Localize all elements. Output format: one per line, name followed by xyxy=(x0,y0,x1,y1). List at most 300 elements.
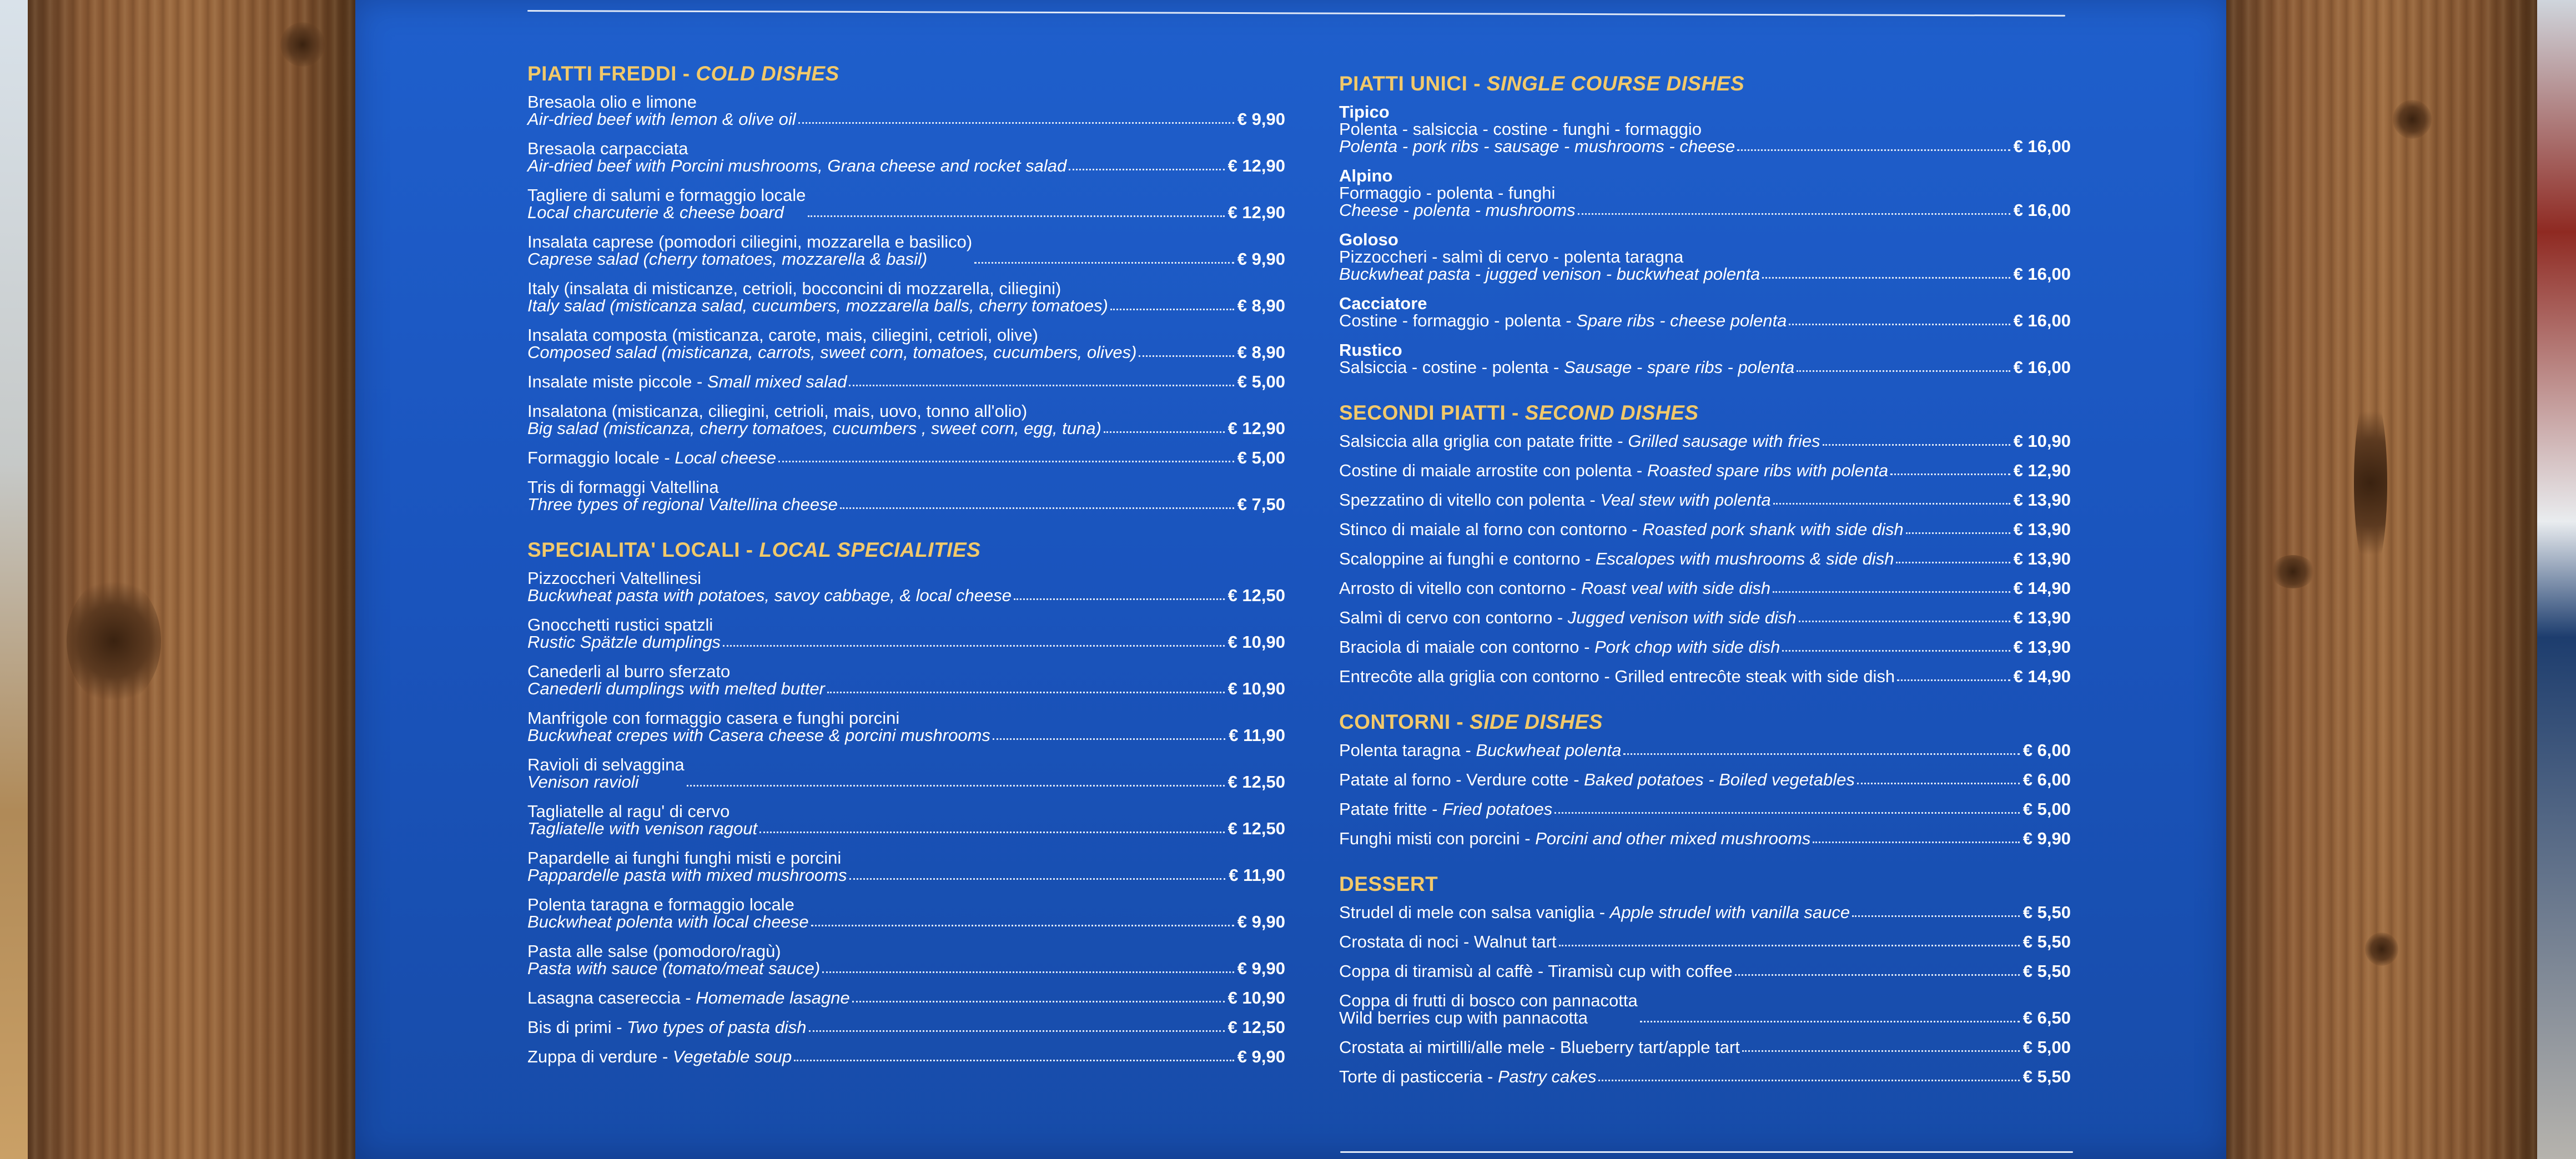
dish-name-it: Crostata di noci - Walnut tart xyxy=(1339,932,1557,951)
dish-name-en: Tagliatelle with venison ragout xyxy=(527,819,758,838)
dish-name-en: Veal stew with polenta xyxy=(1600,490,1771,510)
dotted-leader xyxy=(1139,355,1234,357)
menu-item xyxy=(1339,341,2071,376)
dish-price: € 12,90 xyxy=(1227,203,1285,222)
dish-name-en: Cheese - polenta - mushrooms xyxy=(1339,200,1576,220)
menu-item xyxy=(527,709,1285,744)
menu-item-text xyxy=(527,849,847,884)
menu-section xyxy=(527,62,1285,513)
menu-item xyxy=(1339,668,2071,685)
menu-item-text xyxy=(527,373,847,390)
wood-knot xyxy=(2354,389,2387,577)
dish-name-it: Ravioli di selvaggina xyxy=(527,755,685,774)
dotted-leader xyxy=(794,1060,1234,1061)
dotted-leader xyxy=(759,832,1224,833)
menu-item-text xyxy=(527,1048,792,1065)
menu-item-text xyxy=(1339,103,1735,155)
dotted-leader xyxy=(849,385,1234,386)
dish-price: € 9,90 xyxy=(1237,959,1285,978)
dish-price: € 5,50 xyxy=(2022,932,2071,951)
menu-item xyxy=(527,1019,1285,1036)
dish-name-en: Baked potatoes - Boiled vegetables xyxy=(1584,770,1855,789)
dish-line xyxy=(1339,359,1794,376)
dish-price: € 9,90 xyxy=(1237,109,1285,129)
dish-name-en: Pastry cakes xyxy=(1498,1067,1597,1086)
menu-item-text xyxy=(527,1019,807,1036)
dish-name-it: Insalata caprese (pomodori ciliegini, mozzarella e basilico) xyxy=(527,232,973,251)
dotted-leader xyxy=(1554,812,2020,814)
dish-line xyxy=(1339,1039,1740,1056)
dotted-leader xyxy=(809,1030,1225,1032)
dish-name: Rustico xyxy=(1339,340,1402,360)
section-title-it: CONTORNI xyxy=(1339,710,1451,733)
menu-item xyxy=(1339,295,2071,329)
dish-name-it: Salmì di cervo con contorno - xyxy=(1339,608,1568,627)
dish-price: € 16,00 xyxy=(2013,311,2071,330)
dish-name-it: Patate al forno - Verdure cotte - xyxy=(1339,770,1584,789)
menu-item-text xyxy=(527,449,776,466)
dish-line xyxy=(527,420,1101,437)
section-title-en: LOCAL SPECIALITIES xyxy=(759,538,981,561)
dish-name-it: Arrosto di vitello con contorno - xyxy=(1339,578,1581,598)
dish-line xyxy=(527,587,1012,604)
dish-price: € 13,90 xyxy=(2013,490,2071,510)
dish-name-it: Salsiccia alla griglia con patate fritte - xyxy=(1339,431,1628,451)
dish-price: € 16,00 xyxy=(2013,264,2071,284)
dotted-leader xyxy=(1762,277,2010,279)
dish-price: € 13,90 xyxy=(2013,549,2071,568)
dotted-leader xyxy=(1104,431,1225,433)
menu-item-text xyxy=(527,756,685,790)
dish-name-it: Braciola di maiale con contorno - xyxy=(1339,637,1595,657)
menu-item-text xyxy=(1339,992,1638,1026)
wooden-post-left xyxy=(28,0,355,1159)
menu-item xyxy=(527,849,1285,884)
menu-item-text xyxy=(1339,295,1787,329)
menu-item xyxy=(1339,800,2071,818)
menu-section xyxy=(1339,72,2071,376)
dish-name-it: Manfrigole con formaggio casera e funghi porcini xyxy=(527,708,900,728)
dotted-leader xyxy=(811,925,1234,926)
menu-item-text xyxy=(527,326,1136,361)
dotted-leader xyxy=(1737,149,2010,151)
menu-item-text xyxy=(1339,771,1855,788)
dotted-leader xyxy=(852,1001,1225,1002)
dish-line xyxy=(1339,1009,1638,1026)
dish-line xyxy=(1339,432,1820,450)
dish-name-en: Jugged venison with side dish xyxy=(1567,608,1797,627)
menu-item-text xyxy=(1339,167,1576,219)
dish-line xyxy=(527,373,847,390)
dish-name: Tipico xyxy=(1339,102,1390,122)
menu-item-text xyxy=(1339,580,1770,597)
menu-item xyxy=(1339,1068,2071,1085)
menu-item xyxy=(1339,1039,2071,1056)
dish-name-it: Patate fritte - xyxy=(1339,799,1443,819)
section-title-en: SINGLE COURSE DISHES xyxy=(1486,72,1745,95)
dish-price: € 6,50 xyxy=(2022,1008,2071,1027)
dish-name-it: Formaggio locale - xyxy=(527,448,675,467)
dotted-leader xyxy=(1578,213,2010,215)
dotted-leader xyxy=(993,738,1225,740)
dish-price: € 12,50 xyxy=(1227,1017,1285,1037)
dish-name-en: Rustic Spätzle dumplings xyxy=(527,632,721,652)
section-title: PIATTI FREDDI - COLD DISHES xyxy=(527,62,839,85)
dish-price: € 5,00 xyxy=(1237,448,1285,467)
dish-price: € 14,90 xyxy=(2013,578,2071,598)
dish-name-it: Polenta taragna e formaggio locale xyxy=(527,895,794,914)
dish-name: Alpino xyxy=(1339,166,1393,185)
menu-item xyxy=(1339,462,2071,479)
menu-item xyxy=(1339,963,2071,980)
menu-item-text xyxy=(1339,963,1733,980)
dish-price: € 5,50 xyxy=(2022,961,2071,981)
wooden-post-right xyxy=(2226,0,2537,1159)
menu-item xyxy=(527,449,1285,466)
dish-name-it: Zuppa di verdure - xyxy=(527,1047,673,1066)
section-title-en: SECOND DISHES xyxy=(1525,401,1699,424)
menu-item-text xyxy=(1339,1068,1596,1085)
menu-item xyxy=(527,326,1285,361)
dish-name-it: Insalate miste piccole - xyxy=(527,372,707,391)
dish-price: € 8,90 xyxy=(1237,342,1285,362)
dish-line xyxy=(527,820,757,837)
dish-name-en: Spare ribs - cheese polenta xyxy=(1576,311,1787,330)
dish-price: € 7,50 xyxy=(1237,495,1285,514)
dish-name-en: Local cheese xyxy=(675,448,777,467)
section-title xyxy=(1339,873,2071,896)
section-title-it: SPECIALITA' LOCALI xyxy=(527,538,740,561)
dish-name-it: Scaloppine ai funghi e contorno - xyxy=(1339,549,1596,568)
dish-price: € 12,90 xyxy=(1227,419,1285,438)
menu-item xyxy=(527,93,1285,128)
dish-name-it: Spezzatino di vitello con polenta - xyxy=(1339,490,1601,510)
dish-name-en: Fried potatoes xyxy=(1442,799,1553,819)
dotted-leader xyxy=(1598,1080,2019,1081)
dotted-leader xyxy=(1742,1050,2020,1052)
menu-item xyxy=(527,803,1285,837)
dish-name-en: Roasted pork shank with side dish xyxy=(1642,520,1904,539)
dish-name-en: Escalopes with mushrooms & side dish xyxy=(1595,549,1894,568)
menu-item-text xyxy=(1339,432,1820,450)
menu-section xyxy=(1339,873,2071,1085)
dish-line xyxy=(1339,609,1797,626)
dish-price: € 6,00 xyxy=(2022,770,2071,789)
menu-item-text xyxy=(1339,550,1894,567)
dotted-leader xyxy=(974,262,1234,264)
dish-name-it: Pizzoccheri - salmì di cervo - polenta taragna xyxy=(1339,247,1684,266)
dish-price: € 9,90 xyxy=(1237,912,1285,931)
menu-item-text xyxy=(1339,638,1780,656)
menu-item-text xyxy=(1339,231,1760,283)
menu-item xyxy=(1339,491,2071,508)
dotted-leader xyxy=(822,971,1234,973)
dotted-leader xyxy=(1896,562,2010,563)
dish-name: Cacciatore xyxy=(1339,294,1427,313)
dish-name-en: Air-dried beef with lemon & olive oil xyxy=(527,109,796,129)
menu-item xyxy=(1339,550,2071,567)
section-title: SECONDI PIATTI - SECOND DISHES xyxy=(1339,401,1699,424)
section-title-it: PIATTI FREDDI xyxy=(527,62,677,85)
dish-price: € 10,90 xyxy=(1227,679,1285,698)
dotted-leader xyxy=(1857,783,2020,784)
menu-item-text xyxy=(527,233,972,268)
dotted-leader xyxy=(1773,503,2010,505)
menu-column-left xyxy=(527,62,1285,1091)
menu-item xyxy=(527,570,1285,604)
menu-item-text xyxy=(527,709,990,744)
dish-name-it: Salsiccia - costine - polenta - xyxy=(1339,357,1564,377)
dish-price: € 5,00 xyxy=(2022,1037,2071,1057)
dish-price: € 14,90 xyxy=(2013,667,2071,686)
dish-name-it: Tagliatelle al ragu' di cervo xyxy=(527,802,730,821)
wood-knot xyxy=(280,22,325,67)
dish-name-it: Costine - formaggio - polenta - xyxy=(1339,311,1577,330)
dish-name-en: Sausage - spare ribs - polenta xyxy=(1563,357,1795,377)
dish-price: € 8,90 xyxy=(1237,296,1285,315)
dish-name-it: Funghi misti con porcini - xyxy=(1339,829,1536,848)
section-title-en: COLD DISHES xyxy=(696,62,839,85)
dish-name-it: Strudel di mele con salsa vaniglia - xyxy=(1339,903,1610,922)
menu-item xyxy=(527,280,1285,314)
dish-line xyxy=(527,913,809,930)
menu-section xyxy=(1339,710,2071,847)
dish-price: € 9,90 xyxy=(1237,1047,1285,1066)
dish-name-en: Roast veal with side dish xyxy=(1581,578,1771,598)
dotted-leader xyxy=(827,692,1225,693)
menu-item xyxy=(527,478,1285,513)
dish-line xyxy=(527,633,721,651)
dish-name-it: Insalatona (misticanza, ciliegini, cetrioli, mais, uovo, tonno all'olio) xyxy=(527,401,1028,421)
dish-line xyxy=(1339,312,1787,329)
dotted-leader xyxy=(1797,370,2010,372)
dish-price: € 13,90 xyxy=(2013,637,2071,657)
section-title: SPECIALITA' LOCALI - LOCAL SPECIALITIES xyxy=(527,538,981,561)
dotted-leader xyxy=(1782,650,2010,652)
dish-line xyxy=(1339,904,1850,921)
menu-item-text xyxy=(527,93,796,128)
dish-name-it: Coppa di frutti di bosco con pannacotta xyxy=(1339,991,1638,1010)
dish-price: € 16,00 xyxy=(2013,137,2071,156)
dish-line xyxy=(527,344,1136,361)
menu-item-text xyxy=(527,616,721,651)
menu-item xyxy=(1339,231,2071,283)
dish-line xyxy=(527,773,685,790)
menu-item xyxy=(527,402,1285,437)
menu-item xyxy=(1339,521,2071,538)
menu-item-text xyxy=(527,478,838,513)
dish-price: € 16,00 xyxy=(2013,357,2071,377)
dotted-leader xyxy=(687,785,1225,787)
dish-line xyxy=(1339,668,1895,685)
section-title-en: SIDE DISHES xyxy=(1470,710,1603,733)
dish-name-en: Composed salad (misticanza, carrots, sweet corn, tomatoes, cucumbers, olives) xyxy=(527,342,1137,362)
dish-line xyxy=(527,866,847,884)
section-title-it: DESSERT xyxy=(1339,873,1438,895)
menu-item-text xyxy=(527,989,850,1006)
menu-item xyxy=(527,663,1285,697)
dish-line xyxy=(527,727,990,744)
menu-item-text xyxy=(527,402,1101,437)
dish-price: € 12,50 xyxy=(1227,772,1285,792)
dish-name-it: Tris di formaggi Valtellina xyxy=(527,477,719,497)
dish-price: € 5,00 xyxy=(2022,799,2071,819)
dish-name-en: Local charcuterie & cheese board xyxy=(527,203,784,222)
dotted-leader xyxy=(778,461,1234,462)
dish-price: € 6,00 xyxy=(2022,740,2071,760)
menu-item xyxy=(527,1048,1285,1065)
menu-item-text xyxy=(1339,521,1904,538)
dish-price: € 12,50 xyxy=(1227,819,1285,838)
dotted-leader xyxy=(1823,444,2010,446)
dish-name-it: Crostata ai mirtilli/alle mele - Blueberry tart/apple tart xyxy=(1339,1037,1740,1057)
dish-price: € 10,90 xyxy=(1227,632,1285,652)
menu-section xyxy=(1339,401,2071,685)
dish-name-en: Buckwheat polenta with local cheese xyxy=(527,912,809,931)
dish-name-en: Buckwheat polenta xyxy=(1476,740,1622,760)
dish-line xyxy=(1339,771,1855,788)
dish-line xyxy=(1339,638,1780,656)
menu-item xyxy=(527,896,1285,930)
dish-line xyxy=(1339,830,1810,847)
dish-name-en: Polenta - pork ribs - sausage - mushrooms - cheese xyxy=(1339,137,1735,156)
wood-knot xyxy=(67,577,161,705)
menu-item xyxy=(1339,580,2071,597)
dotted-leader xyxy=(849,878,1226,880)
dish-line xyxy=(527,960,820,977)
menu-item-text xyxy=(527,943,820,977)
menu-item-text xyxy=(1339,904,1850,921)
dish-line xyxy=(527,1048,792,1065)
dish-line xyxy=(527,449,776,466)
menu-item-text xyxy=(1339,341,1794,376)
dish-line xyxy=(1339,138,1735,155)
dish-line xyxy=(1339,550,1894,567)
bottom-divider xyxy=(1340,1151,2073,1153)
dish-name-it: Wild berries cup with pannacotta xyxy=(1339,1008,1588,1027)
dish-name-en: Italy salad (misticanza salad, cucumbers, mozzarella balls, cherry tomatoes) xyxy=(527,296,1108,315)
dish-price: € 12,90 xyxy=(1227,156,1285,175)
dish-line xyxy=(527,496,838,513)
dish-line xyxy=(527,1019,807,1036)
dish-name-en: Buckwheat crepes with Casera cheese & porcini mushrooms xyxy=(527,725,990,745)
menu-item xyxy=(1339,432,2071,450)
menu-item-text xyxy=(1339,800,1552,818)
dish-name-en: Pork chop with side dish xyxy=(1594,637,1780,657)
menu-item-text xyxy=(1339,742,1621,759)
dotted-leader xyxy=(1897,679,2010,681)
dish-name-it: Italy (insalata di misticanze, cetrioli, bocconcini di mozzarella, ciliegini) xyxy=(527,279,1061,298)
dish-line xyxy=(1339,462,1888,479)
menu-item xyxy=(1339,638,2071,656)
dish-price: € 13,90 xyxy=(2013,520,2071,539)
dish-line xyxy=(1339,521,1904,538)
dish-price: € 11,90 xyxy=(1229,865,1285,885)
dish-name-it: Papardelle ai funghi funghi misti e porcini xyxy=(527,848,842,868)
menu-item xyxy=(1339,609,2071,626)
dish-name-en: Roasted spare ribs with polenta xyxy=(1647,461,1889,480)
dish-line xyxy=(1339,265,1760,283)
dish-name-it: Costine di maiale arrostite con polenta - xyxy=(1339,461,1647,480)
dish-name-en: Grilled sausage with fries xyxy=(1628,431,1820,451)
section-title-it: SECONDI PIATTI xyxy=(1339,401,1506,424)
dish-line xyxy=(1339,963,1733,980)
menu-item xyxy=(1339,167,2071,219)
dish-name-en: Canederli dumplings with melted butter xyxy=(527,679,825,698)
dish-price: € 12,50 xyxy=(1227,586,1285,605)
dish-price: € 16,00 xyxy=(2013,200,2071,220)
dotted-leader xyxy=(1623,753,2019,755)
dish-name-it: Polenta taragna - xyxy=(1339,740,1476,760)
dish-name-it: Formaggio - polenta - funghi xyxy=(1339,183,1556,203)
menu-item-text xyxy=(1339,462,1888,479)
menu-item-text xyxy=(1339,491,1771,508)
menu-item-text xyxy=(1339,1039,1740,1056)
dish-name-en: Buckwheat pasta - jugged venison - buckwheat polenta xyxy=(1339,264,1760,284)
wood-knot xyxy=(2271,555,2315,588)
dotted-leader xyxy=(1773,591,2010,593)
dish-name-en: Caprese salad (cherry tomatoes, mozzarella & basil) xyxy=(527,249,928,269)
dish-name-en: Small mixed salad xyxy=(707,372,847,391)
dish-price: € 5,00 xyxy=(1237,372,1285,391)
dish-line xyxy=(1339,742,1621,759)
dish-price: € 5,50 xyxy=(2022,1067,2071,1086)
dotted-leader xyxy=(1789,324,2010,325)
dish-name-it: Gnocchetti rustici spatzli xyxy=(527,615,713,634)
menu-item xyxy=(1339,830,2071,847)
dish-name-en: Buckwheat pasta with potatoes, savoy cabbage, & local cheese xyxy=(527,586,1012,605)
dish-name-it: Tagliere di salumi e formaggio locale xyxy=(527,185,806,205)
dish-line xyxy=(527,680,825,697)
menu-section xyxy=(527,538,1285,1065)
menu-item xyxy=(1339,933,2071,950)
dish-name-en: Two types of pasta dish xyxy=(627,1017,807,1037)
dotted-leader xyxy=(1640,1021,2020,1022)
dish-name: Goloso xyxy=(1339,230,1398,249)
menu-item xyxy=(527,616,1285,651)
menu-item xyxy=(1339,992,2071,1026)
dish-price: € 13,90 xyxy=(2013,608,2071,627)
dish-name-it: Pizzoccheri Valtellinesi xyxy=(527,568,701,588)
dotted-leader xyxy=(1014,598,1225,600)
dish-name-en: Big salad (misticanza, cherry tomatoes, cucumbers , sweet corn, egg, tuna) xyxy=(527,419,1101,438)
dish-line xyxy=(1339,933,1557,950)
dish-name-it: Torte di pasticceria - xyxy=(1339,1067,1498,1086)
dotted-leader xyxy=(1559,945,2020,946)
dish-name-it: Coppa di tiramisù al caffè - Tiramisù cup with coffee xyxy=(1339,961,1733,981)
menu-item xyxy=(527,943,1285,977)
dish-name-en: Three types of regional Valtellina cheese xyxy=(527,495,838,514)
wood-knot xyxy=(2365,933,2398,966)
dish-name-it: Stinco di maiale al forno con contorno - xyxy=(1339,520,1643,539)
dotted-leader xyxy=(1799,621,2010,622)
dish-line xyxy=(1339,1068,1596,1085)
dish-line xyxy=(527,989,850,1006)
dish-name-it: Bresaola olio e limone xyxy=(527,92,697,112)
dish-price: € 5,50 xyxy=(2022,903,2071,922)
dish-line xyxy=(527,204,806,221)
dish-line xyxy=(1339,201,1576,219)
dish-name-it: Pasta alle salse (pomodoro/ragù) xyxy=(527,941,781,961)
menu-item-text xyxy=(1339,830,1810,847)
menu-item xyxy=(1339,771,2071,788)
dotted-leader xyxy=(798,122,1234,124)
dish-price: € 9,90 xyxy=(1237,249,1285,269)
dish-name-en: Vegetable soup xyxy=(672,1047,792,1066)
menu-item-text xyxy=(527,187,806,221)
dish-price: € 11,90 xyxy=(1229,725,1285,745)
dish-name-it: Polenta - salsiccia - costine - funghi - formaggio xyxy=(1339,119,1702,139)
